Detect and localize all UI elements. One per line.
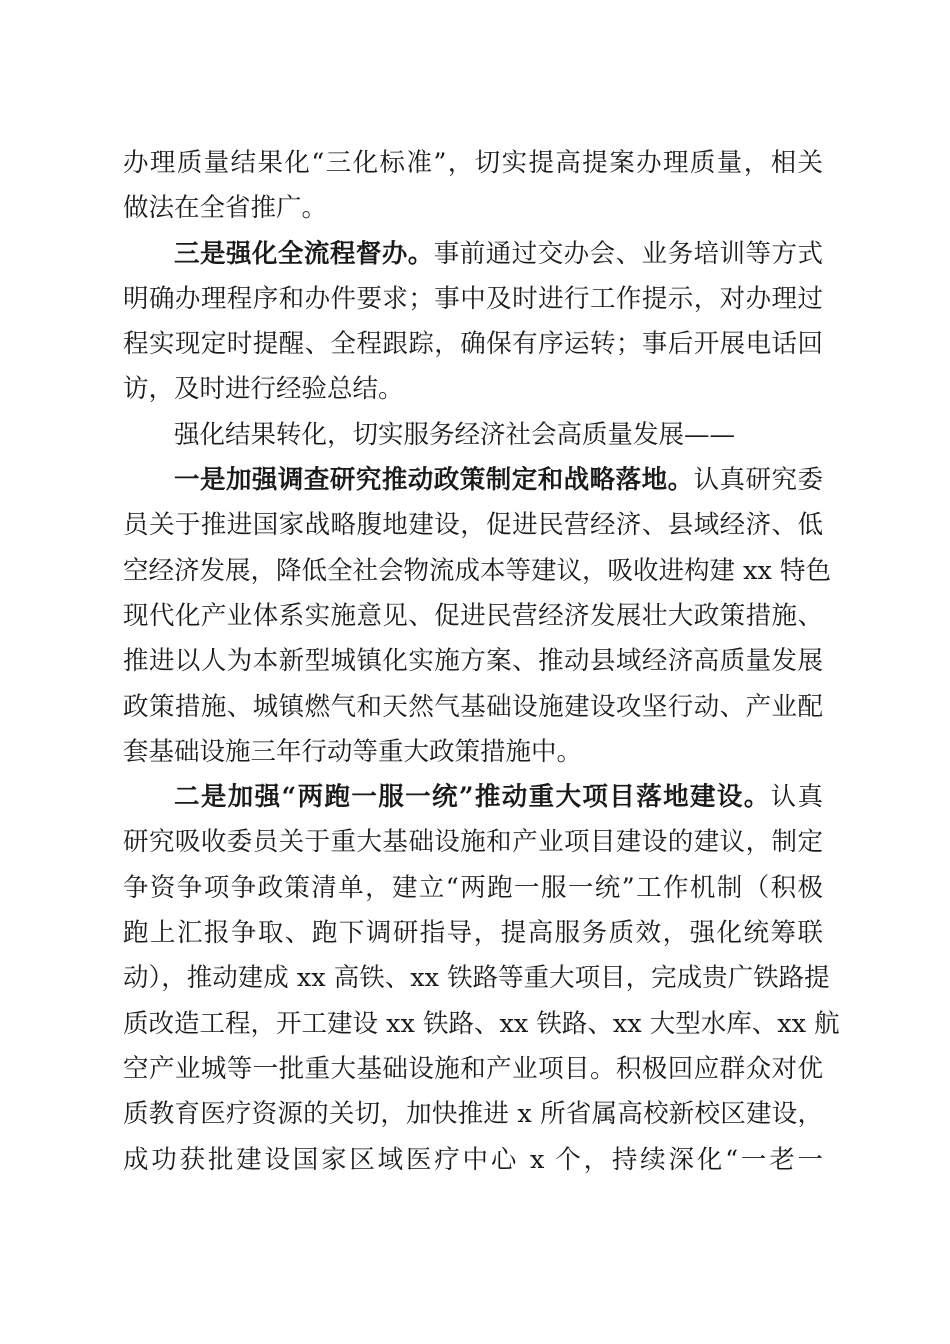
text-line: 套基础设施三年行动等重大政策措施中。 <box>123 736 583 767</box>
text-line: 政策措施、城镇燃气和天然气基础设施建设攻坚行动、产业配 <box>123 691 823 722</box>
section-heading-paragraph <box>123 413 823 458</box>
text-line: 明确办理程序和办件要求；事中及时进行工作提示，对办理过 <box>123 283 823 314</box>
paragraph <box>123 775 840 1183</box>
text-line <box>123 232 823 277</box>
text-line: 员关于推进国家战略腹地建设，促进民营经济、县域经济、低 <box>123 510 823 541</box>
text-line: 成功获批建设国家区域医疗中心 x 个，持续深化“一老一 <box>123 1144 823 1175</box>
paragraph-heading: 三是强化全流程督办。 <box>174 238 434 269</box>
text-line: 质教育医疗资源的关切，加快推进 x 所省属高校新校区建设， <box>123 1099 823 1130</box>
text-line: 空产业城等一批重大基础设施和产业项目。积极回应群众对优 <box>123 1053 823 1084</box>
paragraph-heading: 二是加强“两跑一服一统”推动重大项目落地建设。 <box>174 782 771 813</box>
text-line: 现代化产业体系实施意见、促进民营经济发展壮大政策措施、 <box>123 600 823 631</box>
text-line: 空经济发展，降低全社会物流成本等建议，吸收进构建 xx 特色 <box>123 555 831 586</box>
text-line: 研究吸收委员关于重大基础设施和产业项目建设的建议，制定 <box>123 827 823 858</box>
text-run: 事前通过交办会、业务培训等方式 <box>433 238 823 269</box>
paragraph <box>123 458 831 775</box>
text-line: 质改造工程，开工建设 xx 铁路、xx 铁路、xx 大型水库、xx 航 <box>123 1008 840 1039</box>
paragraph <box>123 232 823 413</box>
section-heading: 强化结果转化，切实服务经济社会高质量发展—— <box>174 419 736 450</box>
paragraph-heading: 一是加强调查研究推动政策制定和战略落地。 <box>174 465 694 496</box>
text-line: 办理质量结果化“三化标准”，切实提高提案办理质量，相关 <box>123 148 823 178</box>
paragraph <box>123 141 823 232</box>
text-line <box>123 458 823 503</box>
text-line: 程实现定时提醒、全程跟踪，确保有序运转；事后开展电话回 <box>123 329 823 360</box>
text-run: 认真 <box>770 782 823 813</box>
text-line: 做法在全省推广。 <box>123 193 328 224</box>
text-line: 争资争项争政策清单，建立“两跑一服一统”工作机制（积极 <box>123 872 823 903</box>
text-line: 跑上汇报争取、跑下调研指导，提高服务质效，强化统筹联 <box>123 918 823 949</box>
text-line: 访，及时进行经验总结。 <box>123 374 404 405</box>
text-line <box>123 775 823 820</box>
text-line: 动），推动建成 xx 高铁、xx 铁路等重大项目，完成贵广铁路提 <box>123 963 830 994</box>
text-line: 推进以人为本新型城镇化实施方案、推动县域经济高质量发展 <box>123 646 823 677</box>
text-run: 认真研究委 <box>693 465 823 496</box>
document-body <box>123 141 840 1183</box>
